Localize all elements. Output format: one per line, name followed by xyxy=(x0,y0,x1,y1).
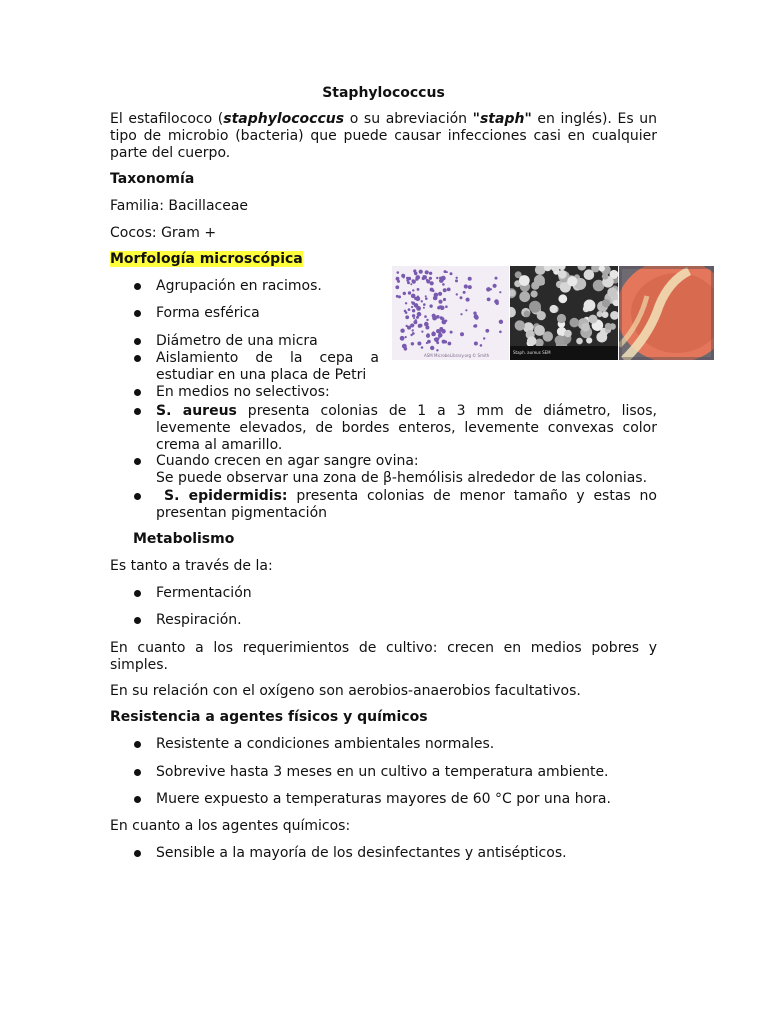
bullet xyxy=(133,586,143,596)
stain-dot xyxy=(442,340,446,344)
sem-cell xyxy=(557,314,566,323)
stain-dot xyxy=(396,277,400,281)
sem-cell xyxy=(534,325,545,336)
stain-dot xyxy=(443,288,447,292)
intro-term-staph: staph xyxy=(479,111,525,127)
stain-dot xyxy=(460,313,462,315)
bullet xyxy=(133,404,143,414)
stain-dot xyxy=(436,349,438,351)
metabolismo-intro: Es tanto a través de la: xyxy=(110,558,273,574)
bullet xyxy=(133,351,143,361)
stain-dot xyxy=(395,285,399,289)
bullet xyxy=(133,737,143,747)
stain-dot xyxy=(432,290,435,293)
stain-dot xyxy=(429,304,432,307)
stain-dot xyxy=(456,277,458,279)
bullet xyxy=(133,613,143,623)
stain-dot xyxy=(432,314,436,318)
bullet xyxy=(133,454,143,464)
intro-term-staphylococcus: staphylococcus xyxy=(223,111,345,127)
intro-text-2: o su abreviación xyxy=(344,111,473,127)
stain-dot xyxy=(405,336,407,338)
stain-dot xyxy=(493,284,497,288)
stain-dot xyxy=(413,269,416,272)
stain-dot xyxy=(417,342,421,346)
figure-caption-left: ASM MicrobeLibrary.org © Smith xyxy=(424,353,490,358)
epidermidis-name: S. epidermidis: xyxy=(164,488,288,504)
stain-dot xyxy=(465,309,467,311)
stain-dot xyxy=(495,277,498,280)
sem-cell xyxy=(584,300,596,312)
stain-dot xyxy=(426,334,430,338)
quote-close: " xyxy=(524,111,532,127)
stain-dot xyxy=(434,293,439,298)
familia-line: Familia: Bacillaceae xyxy=(110,198,249,214)
stain-dot xyxy=(439,327,443,331)
stain-dot xyxy=(424,315,427,318)
sem-cell xyxy=(586,337,592,343)
list-item: Aislamiento de la cepa a estudiar en una placa de Petri xyxy=(156,350,379,383)
stain-dot xyxy=(436,315,440,319)
sem-cell xyxy=(555,335,565,345)
list-item: Fermentación xyxy=(156,585,252,601)
stain-dot xyxy=(410,324,414,328)
stain-dot xyxy=(400,336,405,341)
list-item-agar xyxy=(156,453,647,487)
metabolismo-heading: Metabolismo xyxy=(133,531,235,547)
list-item-epidermidis xyxy=(156,488,657,522)
stain-dot xyxy=(425,324,427,326)
stain-dot xyxy=(404,347,408,351)
sem-cell xyxy=(567,276,577,286)
stain-dot xyxy=(426,280,430,284)
sem-cell xyxy=(519,275,530,286)
stain-dot xyxy=(397,271,400,274)
sem-cell xyxy=(558,270,567,279)
gram-stain-image xyxy=(392,266,509,360)
list-item: Sensible a la mayoría de los desinfectantes y antisépticos. xyxy=(156,845,567,861)
stain-dot xyxy=(446,271,448,273)
cocos-line: Cocos: Gram + xyxy=(110,225,217,241)
stain-dot xyxy=(408,291,411,294)
stain-dot xyxy=(473,325,475,327)
stain-dot xyxy=(485,329,489,333)
sem-cell xyxy=(602,311,609,318)
stain-dot xyxy=(499,331,502,334)
stain-dot xyxy=(496,302,499,305)
stain-dot xyxy=(401,274,405,278)
stain-dot xyxy=(438,300,442,304)
sem-cell xyxy=(607,287,617,297)
figure-caption-mid: Staph. aureus SEM xyxy=(513,350,551,355)
list-item: Sobrevive hasta 3 meses en un cultivo a temperatura ambiente. xyxy=(156,764,609,780)
sem-cell xyxy=(531,290,538,297)
stain-dot xyxy=(474,342,478,346)
epidermidis-text: presenta colonias de menor tamaño y estas no presentan pigmentación xyxy=(156,488,657,521)
stain-dot xyxy=(430,346,434,350)
stain-dot xyxy=(442,320,447,325)
oxigeno-paragraph: En su relación con el oxígeno son aerobios-anaerobios facultativos. xyxy=(110,683,581,699)
stain-dot xyxy=(423,303,426,306)
bullet xyxy=(133,334,143,344)
stain-dot xyxy=(460,332,464,336)
list-item: Resistente a condiciones ambientales normales. xyxy=(156,736,495,752)
stain-dot xyxy=(414,303,419,308)
sem-image xyxy=(510,266,618,360)
stain-dot xyxy=(411,342,414,345)
sem-cell xyxy=(535,339,544,348)
list-item-aureus xyxy=(156,403,657,454)
microscopy-figure xyxy=(392,266,714,360)
stain-dot xyxy=(488,287,490,289)
stain-dot xyxy=(425,297,428,300)
stain-dot xyxy=(412,314,415,317)
stain-dot xyxy=(417,288,420,291)
stain-dot xyxy=(464,284,468,288)
stain-dot xyxy=(421,346,424,349)
sem-cell xyxy=(588,315,597,324)
stain-dot xyxy=(480,344,483,347)
intro-text-1: El estafilococo ( xyxy=(110,111,224,127)
stain-dot xyxy=(425,295,427,297)
sem-cell xyxy=(550,305,558,313)
stain-dot xyxy=(483,337,485,339)
stain-dot xyxy=(442,283,445,286)
stain-dot xyxy=(415,278,418,281)
stain-dot xyxy=(487,298,491,302)
list-item: En medios no selectivos: xyxy=(156,384,330,400)
taxonomy-heading: Taxonomía xyxy=(110,171,195,187)
stain-dot xyxy=(436,341,439,344)
stain-dot xyxy=(438,292,442,296)
stain-dot xyxy=(429,277,432,280)
agar-line-1: Cuando crecen en agar sangre ovina: xyxy=(156,453,419,469)
stain-dot xyxy=(411,306,413,308)
aureus-text: presenta colonias de 1 a 3 mm de diámetro, lisos, levemente elevados, de bordes enteros, levemente convexas color crema al amarillo. xyxy=(156,403,657,453)
sem-cell xyxy=(558,294,567,303)
intro-text-3: en inglés). Es un tipo de microbio (bacteria) que puede causar infecciones casi en cualquier parte del cuerpo. xyxy=(110,111,658,161)
sem-cell xyxy=(534,275,545,286)
sem-cell xyxy=(576,338,583,345)
agar-line-2: Se puede observar una zona de β-hemólisis alrededor de las colonias. xyxy=(156,470,648,486)
sem-cell xyxy=(515,320,525,330)
sem-cell xyxy=(524,311,531,318)
stain-dot xyxy=(415,296,420,301)
stain-dot xyxy=(413,320,417,324)
stain-dot xyxy=(405,302,407,304)
morfologia-heading-text: Morfología microscópica xyxy=(110,251,303,267)
stain-dot xyxy=(416,316,419,319)
list-item: Forma esférica xyxy=(156,305,260,321)
sem-cell xyxy=(602,299,610,307)
quote-open: " xyxy=(472,111,480,127)
bullet xyxy=(133,792,143,802)
stain-dot xyxy=(468,285,472,289)
sem-cell xyxy=(584,269,595,280)
stain-dot xyxy=(426,319,428,321)
stain-dot xyxy=(396,295,399,298)
stain-dot xyxy=(417,312,422,317)
stain-dot xyxy=(432,331,434,333)
stain-dot xyxy=(466,298,470,302)
stain-dot xyxy=(403,292,406,295)
sem-cell xyxy=(581,323,590,332)
blood-agar-plate-image xyxy=(619,266,714,360)
stain-dot xyxy=(406,325,408,327)
bullet xyxy=(133,385,143,395)
stain-dot xyxy=(450,331,453,334)
stain-dot xyxy=(455,279,458,282)
stain-dot xyxy=(436,277,438,279)
stain-dot xyxy=(447,288,451,292)
stain-dot xyxy=(445,305,448,308)
stain-dot xyxy=(450,272,453,275)
stain-dot xyxy=(448,342,452,346)
stain-dot xyxy=(438,333,442,337)
cultivo-paragraph: En cuanto a los requerimientos de cultivo: crecen en medios pobres y simples. xyxy=(110,640,657,673)
sem-cell xyxy=(605,323,612,330)
stain-dot xyxy=(440,306,444,310)
sem-cell xyxy=(602,273,609,280)
list-item: Agrupación en racimos. xyxy=(156,278,322,294)
sem-cell xyxy=(527,336,537,346)
stain-dot xyxy=(499,291,501,293)
intro-paragraph xyxy=(110,111,657,162)
stain-dot xyxy=(468,277,472,281)
sem-cell xyxy=(596,332,607,343)
quimicos-intro: En cuanto a los agentes químicos: xyxy=(110,818,351,834)
stain-dot xyxy=(456,293,458,295)
stain-dot xyxy=(406,279,409,282)
stain-dot xyxy=(405,315,409,319)
stain-dot xyxy=(419,270,423,274)
stain-dot xyxy=(411,294,416,299)
stain-dot xyxy=(429,272,432,275)
stain-dot xyxy=(412,289,414,291)
stain-dot xyxy=(439,277,442,280)
stain-dot xyxy=(443,298,446,301)
stain-dot xyxy=(434,338,436,340)
sem-cell xyxy=(529,301,541,313)
stain-dot xyxy=(425,270,429,274)
stain-dot xyxy=(460,296,463,299)
stain-dot xyxy=(412,329,414,331)
sem-cell xyxy=(570,318,580,328)
stain-dot xyxy=(407,281,410,284)
stain-dot xyxy=(421,331,423,333)
bullet xyxy=(133,846,143,856)
bullet xyxy=(133,765,143,775)
stain-dot xyxy=(413,317,415,319)
stain-dot xyxy=(423,307,425,309)
stain-dot xyxy=(499,320,503,324)
stain-dot xyxy=(437,306,440,309)
stain-dot xyxy=(418,324,422,328)
stain-dot xyxy=(400,329,404,333)
bullet xyxy=(133,306,143,316)
sem-cell xyxy=(564,330,572,338)
stain-dot xyxy=(412,280,416,284)
stain-dot xyxy=(421,300,423,302)
stain-dot xyxy=(405,311,408,314)
aureus-name: S. aureus xyxy=(156,403,237,419)
stain-dot xyxy=(408,308,411,311)
resistencia-heading: Resistencia a agentes físicos y químicos xyxy=(110,709,428,725)
stain-dot xyxy=(412,309,415,312)
sem-cell xyxy=(519,291,530,302)
stain-dot xyxy=(427,340,431,344)
list-item: Diámetro de una micra xyxy=(156,333,318,349)
document-title: Staphylococcus xyxy=(322,85,445,101)
stain-dot xyxy=(410,334,412,336)
bullet xyxy=(133,489,143,499)
stain-dot xyxy=(410,283,412,285)
stain-dot xyxy=(475,316,479,320)
bullet xyxy=(133,279,143,289)
list-item: Muere expuesto a temperaturas mayores de 60 °C por una hora. xyxy=(156,791,611,807)
stain-dot xyxy=(423,275,425,277)
stain-dot xyxy=(411,301,413,303)
list-item: Respiración. xyxy=(156,612,242,628)
stain-dot xyxy=(463,291,466,294)
